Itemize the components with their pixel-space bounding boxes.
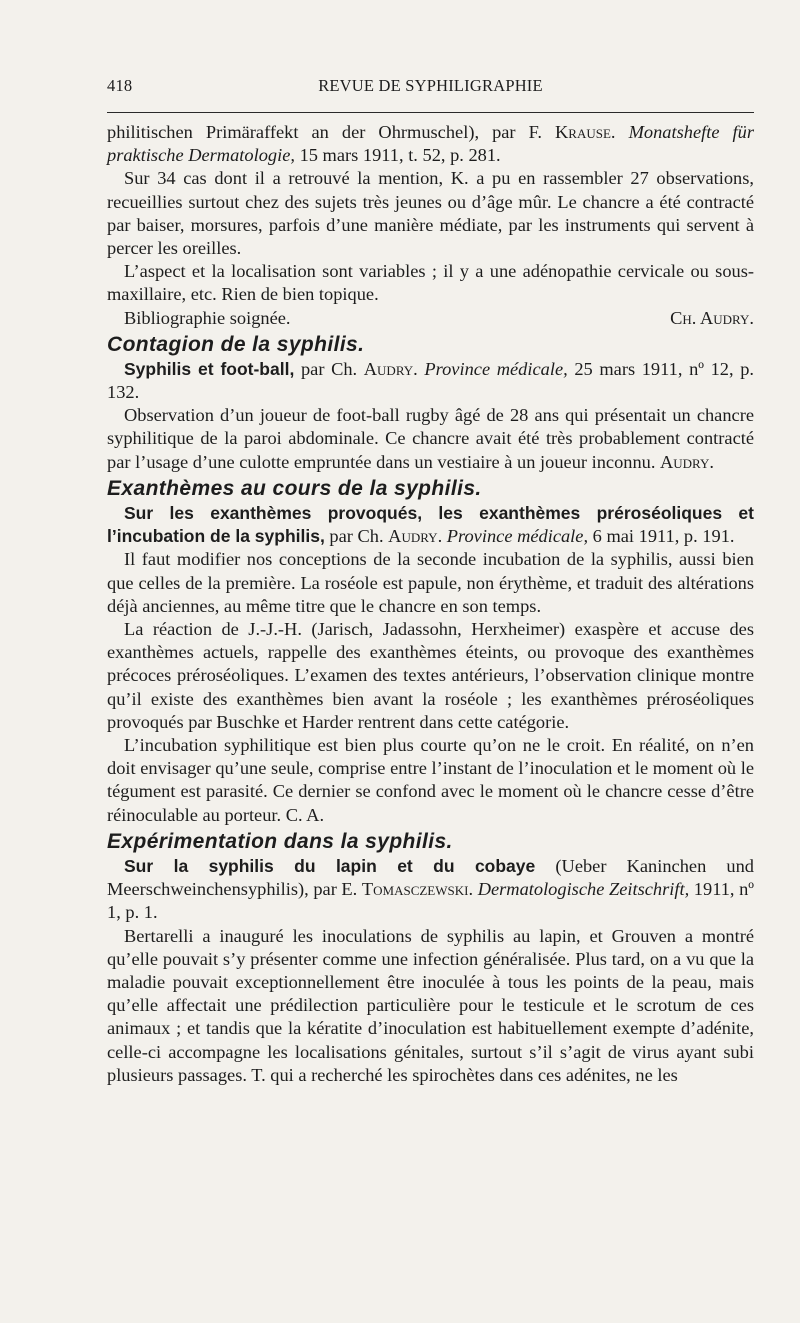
- author-name: Tomasczewski: [361, 879, 469, 900]
- exanthemes-paragraph-3: L’incubation syphilitique est bien plus courte qu’on ne le croit. En réalité, on n’en doit envisager qu’une seule, comprise entre l’instant de l’inoculation et le moment où le tégument est parasité. Ce dernier se confond avec le moment où le chancre cesse d’être réinoculable au porteur. C. A.: [107, 735, 754, 825]
- header-rule: [107, 112, 754, 113]
- krause-paragraph-1: Sur 34 cas dont il a retrouvé la mention, K. a pu en rassembler 27 observations, recueillies surtout chez des sujets très jeunes ou d’âge mûr. Le chancre a été contracté par baiser, morsures, parfois d’une manière médiate, par les instruments qui servent à percer les oreilles.: [107, 168, 754, 259]
- article-title: Sur les exanthèmes provoqués, les exanthèmes préroséoliques et l’incubation de la syphilis,: [107, 503, 754, 547]
- journal-name: Province médicale,: [424, 358, 568, 379]
- author-name: Audry: [363, 358, 414, 379]
- experimentation-paragraph: Bertarelli a inauguré les inoculations de syphilis au lapin, et Grouven a montré qu’elle pouvait s’y présenter comme une infection généralisée. Plus tard, on a vu que la maladie pouvait exceptionnellement être inoculée à tous les points de la peau, mais qu’elle affectait une prédilection particulière pour le testicule et le scrotum de ces animaux ; et tandis que la kératite d’inoculation est habituellement exempte d’adénite, celle-ci accompagne les localisations génitales, surtout s’il s’agit de virus ayant subi plusieurs passages. T. qui a recherché les spirochètes dans ces adénites, ne les: [107, 925, 754, 1085]
- page-body: [107, 121, 754, 1087]
- exanthemes-paragraph-2: La réaction de J.-J.-H. (Jarisch, Jadassohn, Herxheimer) exaspère et accuse des exanthèmes actuels, rappelle des exanthèmes éteints, ou provoque des exanthèmes précoces préroséoliques. L’examen des textes antérieurs, l’observation clinique montre qu’il existe des exanthèmes bien avant la roséole ; les exanthèmes préroséoliques provoqués par Buschke et Harder rentrent dans cette catégorie.: [107, 619, 754, 732]
- section-heading-exanthemes: Exanthèmes au cours de la syphilis.: [107, 477, 482, 501]
- exanthemes-citation: Sur les exanthèmes provoqués, les exanthèmes préroséoliques et l’incubation de la syphilis, par Ch. Audry. Province médicale, 6 mai 1911, p. 191.: [107, 503, 754, 547]
- article-title: Sur la syphilis du lapin et du cobaye: [124, 855, 536, 876]
- krause-paragraph-2: L’aspect et la localisation sont variables ; il y a une adénopathie cervicale ou sous-maxillaire, etc. Rien de bien topique.: [107, 261, 754, 305]
- reviewer-signature: Ch. Audry.: [670, 307, 754, 328]
- original-title: (Ueber Kaninchen und Meerschweinchensyphilis), par E.: [107, 855, 754, 900]
- citation-details: 1911, nº 1, p. 1.: [107, 879, 755, 923]
- author-name: Audry: [388, 526, 438, 547]
- exanthemes-paragraph-1: Il faut modifier nos conceptions de la seconde incubation de la syphilis, aussi bien que celles de la première. La roséole est papule, non érythème, et traduit des altérations déjà anciennes, au même titre que le chancre en son temps.: [107, 549, 754, 616]
- citation-details: 15 mars 1911, t. 52, p. 281.: [294, 145, 501, 166]
- page-number: 418: [107, 76, 133, 95]
- journal-name: Province médicale,: [446, 526, 589, 547]
- section-heading-experimentation: Expérimentation dans la syphilis.: [107, 829, 453, 853]
- contagion-paragraph: Observation d’un joueur de foot-ball rugby âgé de 28 ans qui présentait un chancre syphilitique de la paroi abdominale. Ce chancre avait été très probablement contracté par l’usage d’une culotte empruntée dans un vestiaire à un joueur inconnu.: [107, 405, 754, 472]
- article-title: Syphilis et foot-ball,: [124, 358, 295, 379]
- section-heading-contagion: Contagion de la syphilis.: [107, 332, 365, 356]
- contagion-signature: Audry.: [660, 451, 714, 472]
- byline: par Ch.: [294, 358, 364, 379]
- byline: par Ch.: [324, 526, 389, 547]
- experimentation-citation: Sur la syphilis du lapin et du cobaye (Ueber Kaninchen und Meerschweinchensyphilis), par E. Tomasczewski. Dermatologische Zeitschrift, 1911, nº 1, p. 1.: [107, 855, 755, 923]
- journal-name: Dermatologische Zeitschrift,: [477, 879, 690, 900]
- contagion-citation: Syphilis et foot-ball, par Ch. Audry. Province médicale, 25 mars 1911, nº 12, p. 132.: [107, 358, 754, 403]
- author-name: Krause: [555, 122, 611, 142]
- journal-title: REVUE DE SYPHILIGRAPHIE: [318, 76, 543, 95]
- citation-details: 25 mars 1911, nº 12, p. 132.: [107, 358, 754, 403]
- citation-text: philitischen Primäraffekt an der Ohrmuschel), par F.: [107, 122, 556, 142]
- krause-closing: [107, 307, 754, 330]
- closing-line: Bibliographie soignée.: [124, 307, 291, 328]
- journal-name: Monatshefte für praktische Dermatologie,: [107, 122, 754, 166]
- krause-citation: philitischen Primäraffekt an der Ohrmuschel), par F. Krause. Monatshefte für praktische Dermatologie, 15 mars 1911, t. 52, p. 281.: [107, 122, 754, 166]
- citation-details: 6 mai 1911, p. 191.: [588, 526, 735, 547]
